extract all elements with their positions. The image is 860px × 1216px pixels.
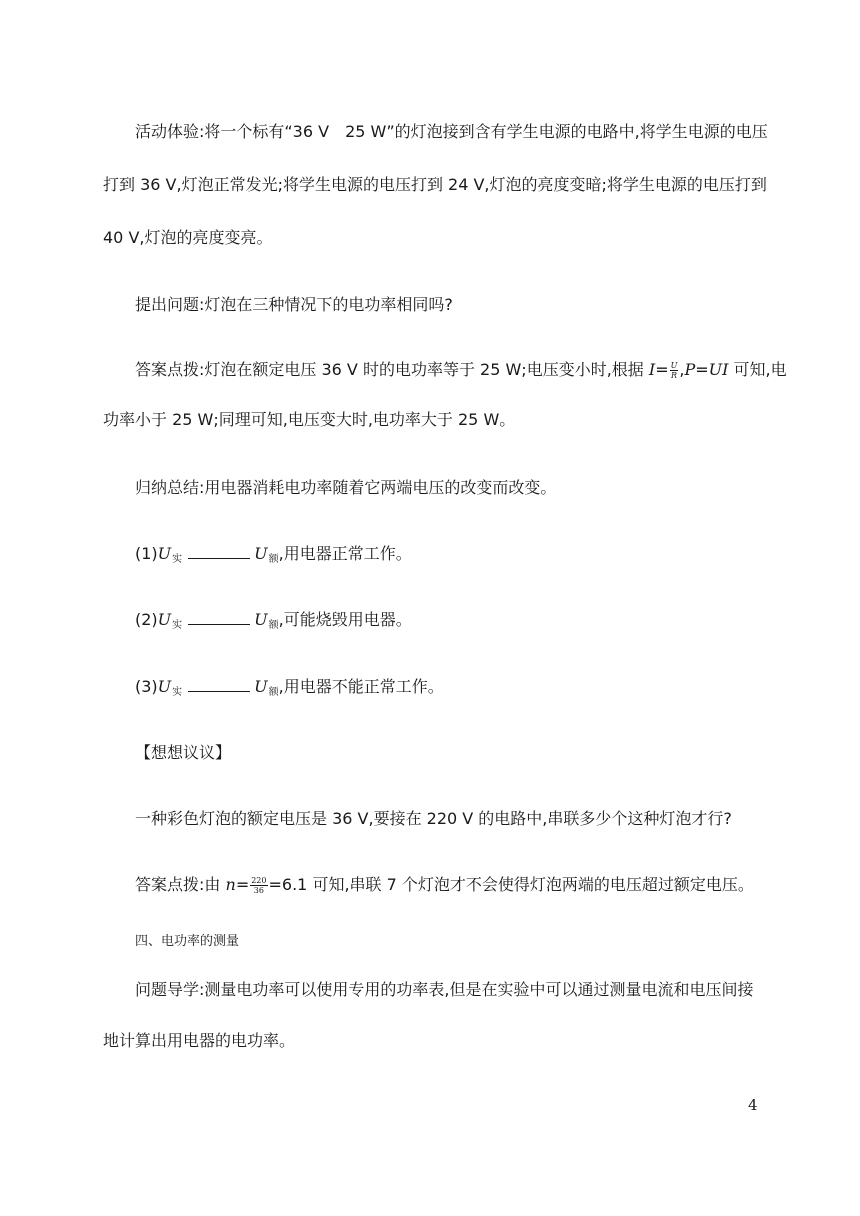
item-text: ,用电器不能正常工作。 [278, 677, 444, 696]
fill-item-3 [135, 677, 444, 700]
subscript-rated: 额 [268, 620, 279, 631]
fill-item-2 [135, 610, 412, 633]
discussion-question: 一种彩色灯泡的额定电压是 36 V,要接在 220 V 的电路中,串联多少个这种灯泡才行? [135, 809, 732, 828]
answer-text-a: 答案点拨:灯泡在额定电压 36 V 时的电功率等于 25 W;电压变小时,根据 [135, 360, 644, 379]
paragraph-activity-line2: 打到 36 V,灯泡正常发光;将学生电源的电压打到 24 V,灯泡的亮度变暗;将学生电源的电压打到 [103, 175, 767, 194]
formula-comma: , [679, 360, 685, 379]
answer-blank[interactable] [188, 677, 250, 692]
subscript-actual: 实 [172, 620, 183, 631]
formula-UI: UI [708, 360, 729, 379]
answer-blank[interactable] [188, 610, 250, 625]
formula-fraction-U-R [670, 361, 679, 380]
fraction-numerator: U [670, 361, 678, 370]
u-symbol: U [157, 544, 172, 563]
formula-P: P [684, 360, 696, 379]
item-number: (2) [135, 610, 158, 629]
formula-eq: = [655, 360, 669, 379]
formula-eq: = [235, 875, 250, 894]
item-number: (3) [135, 677, 158, 696]
section-heading: 四、电功率的测量 [135, 934, 240, 949]
answer-line1 [135, 360, 787, 380]
subscript-rated: 额 [268, 687, 279, 698]
answer-line2: 功率小于 25 W;同理可知,电压变大时,电功率大于 25 W。 [103, 410, 516, 429]
discussion-answer [135, 875, 754, 895]
item-number: (1) [135, 544, 158, 563]
fraction-denominator: R [670, 371, 678, 380]
answer-text-b: =6.1 可知,串联 7 个灯泡才不会使得灯泡两端的电压超过额定电压。 [268, 875, 754, 894]
formula-I: I [648, 360, 656, 379]
fraction-denominator: 36 [253, 886, 264, 895]
answer-blank[interactable] [188, 544, 250, 559]
answer-text-a: 答案点拨:由 [135, 875, 221, 894]
u-symbol: U [157, 677, 172, 696]
subscript-actual: 实 [172, 687, 183, 698]
item-text: ,用电器正常工作。 [278, 544, 412, 563]
paragraph-activity-line3: 40 V,灯泡的亮度变亮。 [103, 228, 273, 247]
fraction-numerator: 220 [251, 876, 267, 885]
paragraph-activity-line1: 活动体验:将一个标有“36 V 25 W”的灯泡接到含有学生电源的电路中,将学生电源的电压 [135, 122, 768, 141]
fill-item-1 [135, 544, 412, 567]
formula-n: n [225, 875, 236, 894]
guide-line1: 问题导学:测量电功率可以使用专用的功率表,但是在实验中可以通过测量电流和电压间接 [135, 980, 754, 999]
u-symbol: U [157, 610, 172, 629]
summary-line: 归纳总结:用电器消耗电功率随着它两端电压的改变而改变。 [135, 478, 557, 497]
u-symbol: U [254, 677, 268, 696]
question-line: 提出问题:灯泡在三种情况下的电功率相同吗? [135, 295, 453, 314]
u-symbol: U [254, 610, 268, 629]
formula-fraction-220-36 [250, 876, 267, 895]
answer-text-b: 可知,电 [733, 360, 787, 379]
guide-line2: 地计算出用电器的电功率。 [103, 1031, 296, 1050]
formula-eq2: = [695, 360, 709, 379]
item-text: ,可能烧毁用电器。 [278, 610, 412, 629]
page-number: 4 [748, 1096, 758, 1114]
u-symbol: U [254, 544, 268, 563]
discussion-heading: 【想想议议】 [135, 743, 232, 762]
subscript-rated: 额 [268, 554, 279, 565]
subscript-actual: 实 [172, 554, 183, 565]
